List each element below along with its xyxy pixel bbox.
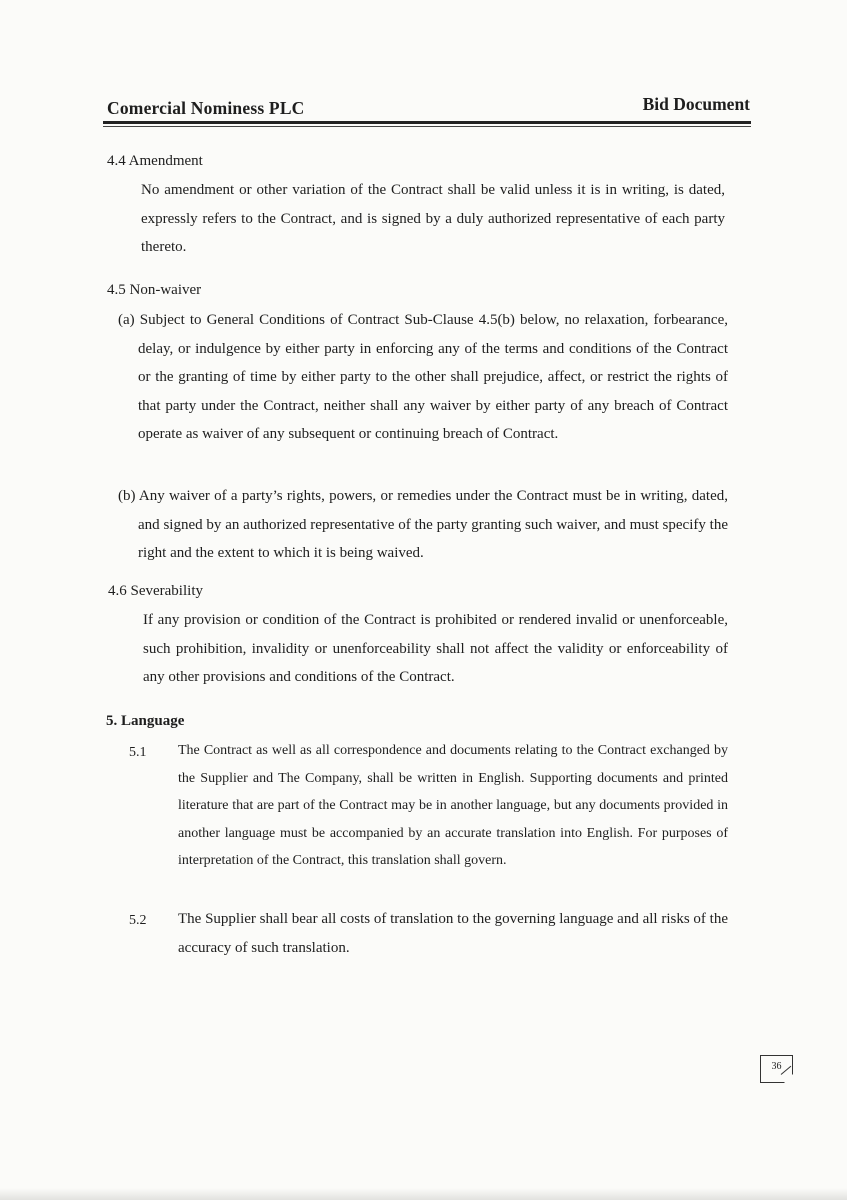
document-type: Bid Document — [642, 94, 750, 114]
clause-5-2-text: The Supplier shall bear all costs of translation to the governing language and all risks of the accuracy of such translation. — [178, 911, 728, 956]
section-4-4-text: No amendment or other variation of the Contract shall be valid unless it is in writing, is dated, expressly refers to the Contract, and is signed by a duly authorized representative of each party thereto. — [141, 182, 725, 255]
clause-5-1-text: The Contract as well as all correspondence and documents relating to the Contract exchanged by the Supplier and The Company, shall be written in English. Supporting documents and printed literature that are part of the Contract may be in another language, but any documents provided in another language must be accompanied by an accurate translation into English. For purposes of interpretation of the Contract, this translation shall govern. — [178, 743, 728, 868]
section-4-5-a — [118, 306, 728, 449]
section-4-6-title: 4.6 Severability — [108, 583, 203, 599]
page-number: 36 — [771, 1061, 782, 1072]
clause-5-2-number: 5.2 — [129, 913, 147, 928]
page-fold-corner — [784, 1074, 793, 1083]
header-rule-thick — [103, 121, 751, 124]
section-4-5-a-text: (a) Subject to General Conditions of Contract Sub-Clause 4.5(b) below, no relaxation, forbearance, delay, or indulgence by either party in enforcing any of the terms and conditions of the Contract or the granting of time by either party to the other shall prejudice, affect, or restrict the rights of that party under the Contract, neither shall any waiver by either party of any breach of Contract operate as waiver of any subsequent or continuing breach of Contract. — [118, 312, 728, 442]
section-4-5-title: 4.5 Non-waiver — [107, 282, 202, 298]
section-5-title: 5. Language — [106, 713, 185, 729]
clause-5-1-number: 5.1 — [129, 745, 147, 760]
section-4-5-b-text: (b) Any waiver of a party’s rights, powers, or remedies under the Contract must be in writing, dated, and signed by an authorized representative of the party granting such waiver, and must specify the right and the extent to which it is being waived. — [118, 488, 728, 561]
section-4-4-title: 4.4 Amendment — [107, 153, 203, 169]
section-4-5-b — [118, 482, 728, 568]
page-header — [107, 94, 750, 120]
header-rule-thin — [103, 126, 751, 127]
company-name: Comercial Nominess PLC — [107, 98, 305, 118]
scan-edge-shadow — [0, 1188, 847, 1200]
section-4-6-text: If any provision or condition of the Contract is prohibited or rendered invalid or unenforceable, such prohibition, invalidity or unenforceability shall not affect the validity or enforceability of any other provisions and conditions of the Contract. — [143, 612, 728, 685]
